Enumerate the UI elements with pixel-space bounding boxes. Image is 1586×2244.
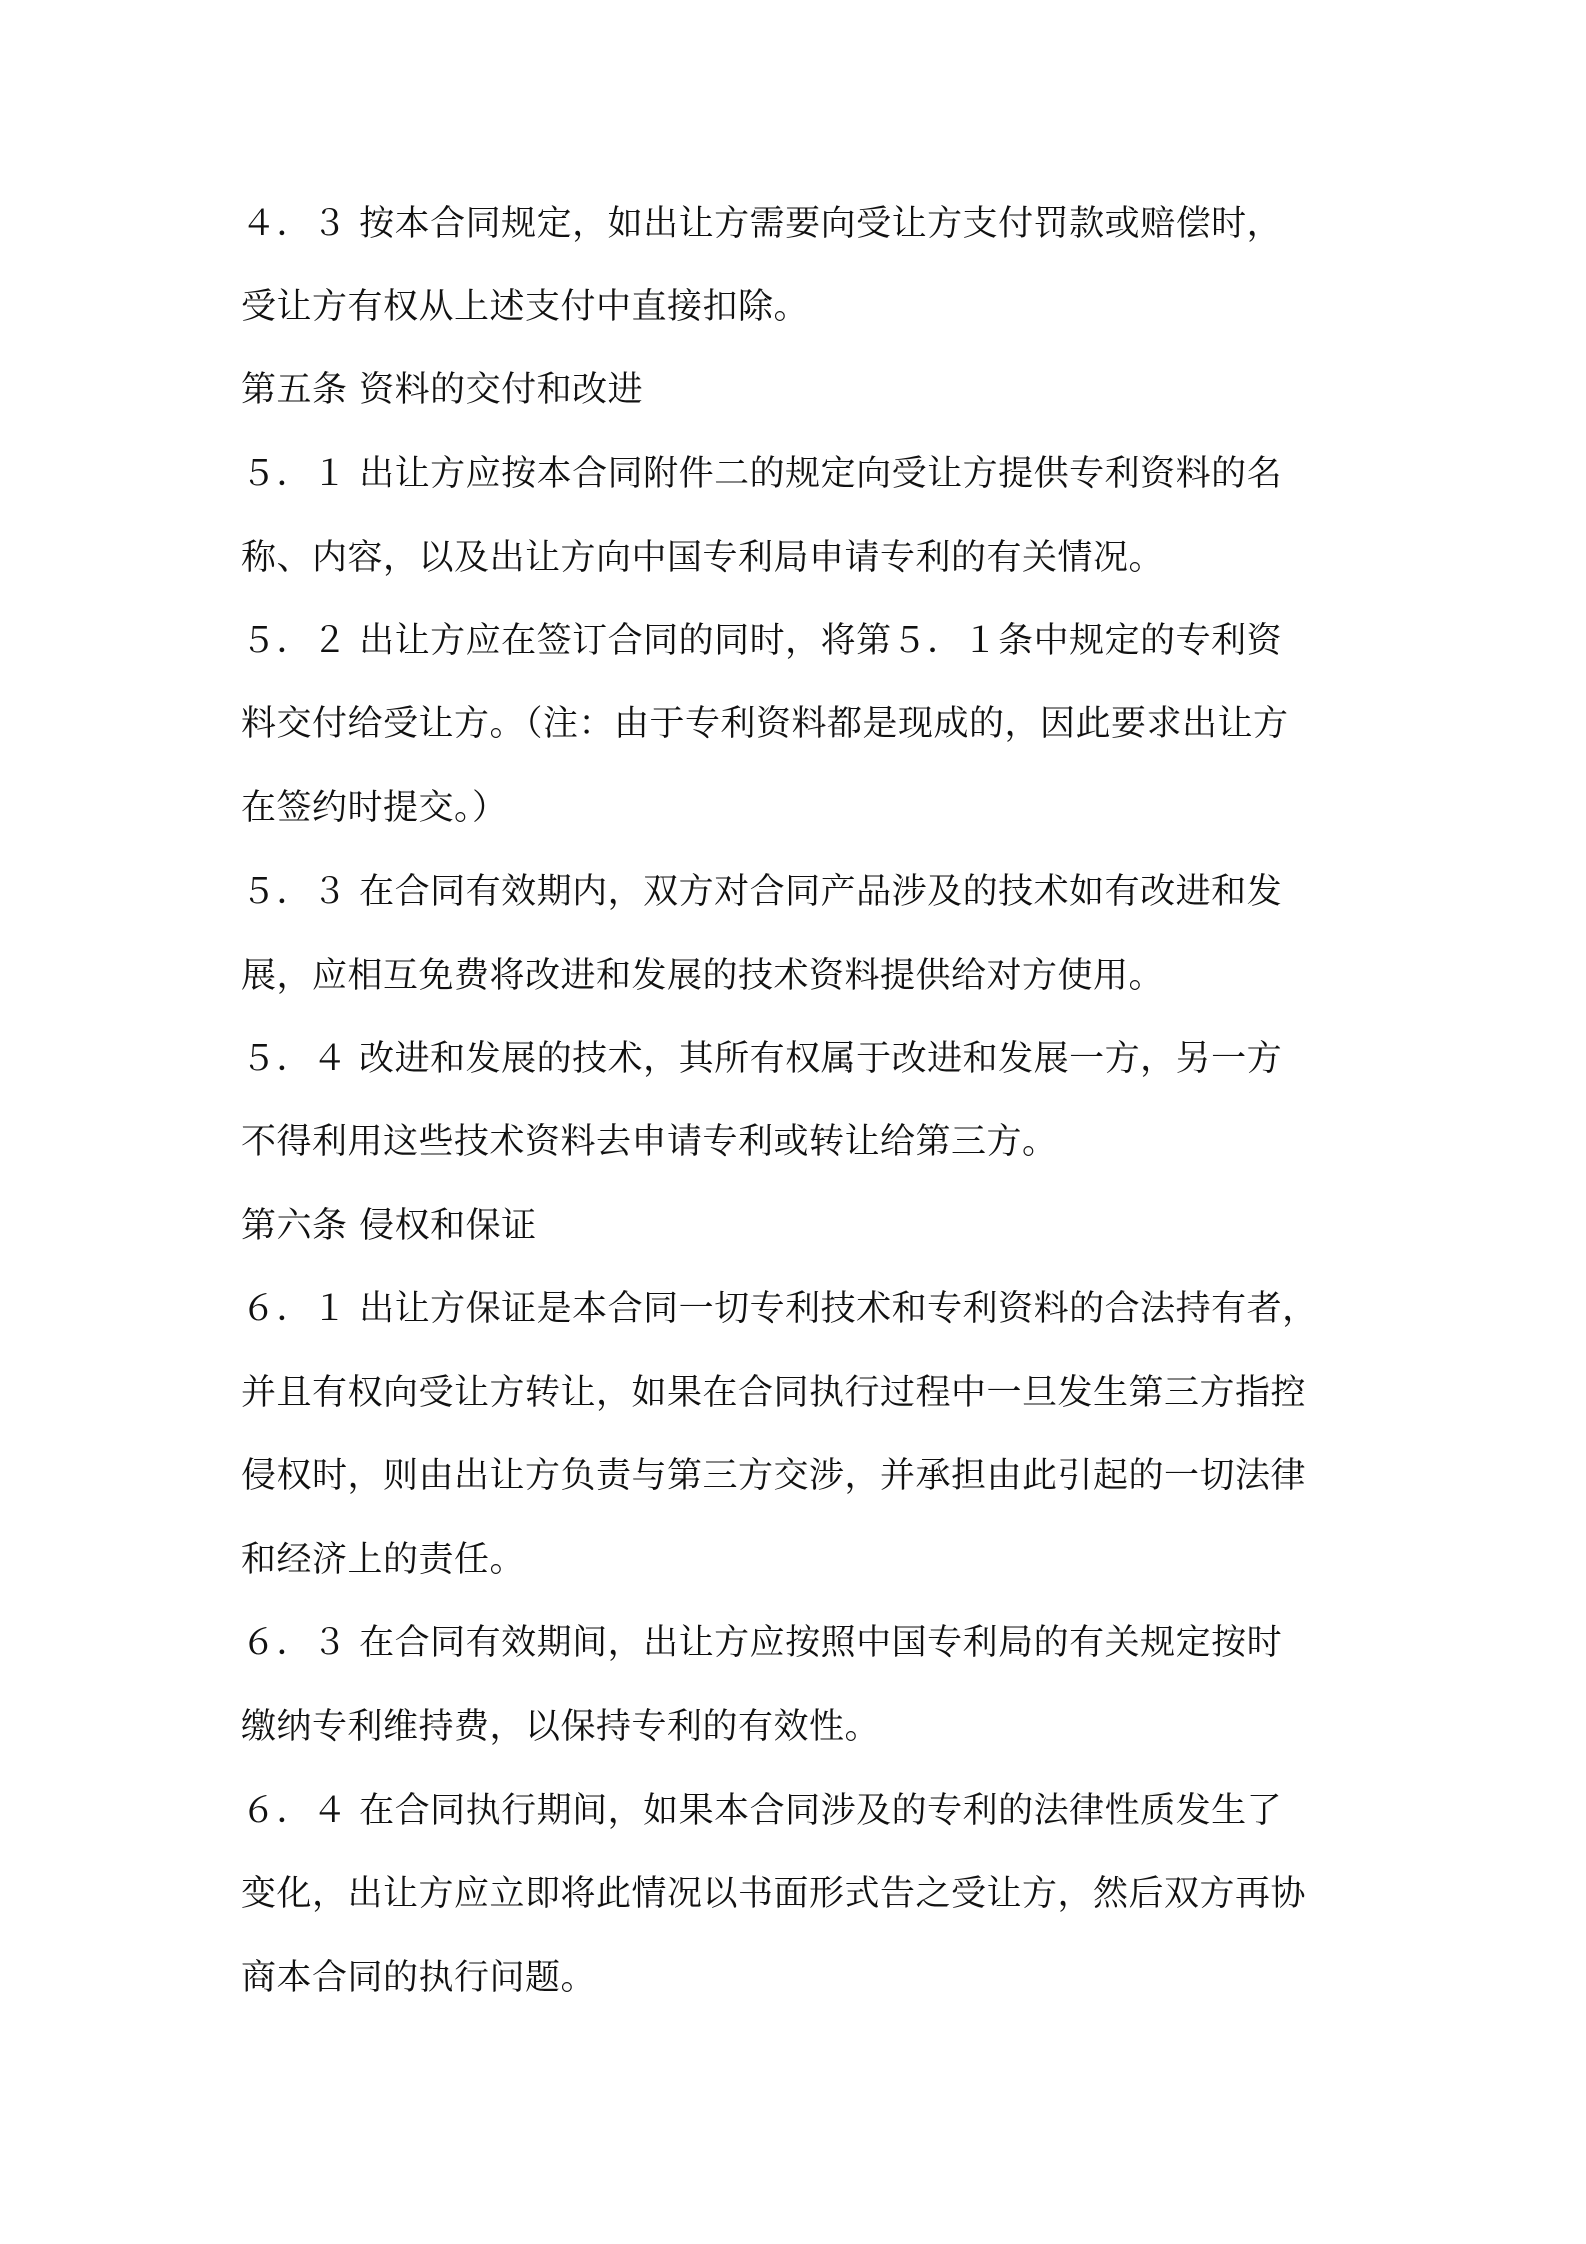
clause-5-2-line-3: 在签约时提交。） [241,788,508,828]
clause-5-1-line-2: 称、内容，以及出让方向中国专利局申请专利的有关情况。 [241,538,1165,578]
clause-4-3-line-2: 受让方有权从上述支付中直接扣除。 [241,287,810,327]
clause-6-3-line-2: 缴纳专利维持费，以保持专利的有效性。 [241,1707,881,1747]
clause-5-4-line-2: 不得利用这些技术资料去申请专利或转让给第三方。 [241,1122,1058,1162]
article-5-heading: 第五条 资料的交付和改进 [241,370,644,410]
clause-5-4-line-1: ５．４ 改进和发展的技术，其所有权属于改进和发展一方，另一方 [241,1039,1283,1079]
clause-5-2-line-2: 料交付给受让方。（注：由于专利资料都是现成的，因此要求出让方 [241,704,1289,744]
clause-6-1-line-2: 并且有权向受让方转让，如果在合同执行过程中一旦发生第三方指控 [241,1373,1307,1413]
clause-5-3-line-1: ５．３ 在合同有效期内，双方对合同产品涉及的技术如有改进和发 [241,872,1283,912]
clause-4-3-line-1: ４．３ 按本合同规定，如出让方需要向受让方支付罚款或赔偿时， [241,204,1283,244]
article-6-heading: 第六条 侵权和保证 [241,1206,537,1246]
clause-6-4-line-3: 商本合同的执行问题。 [241,1958,597,1998]
clause-5-3-line-2: 展，应相互免费将改进和发展的技术资料提供给对方使用。 [241,956,1165,996]
clause-6-4-line-2: 变化，出让方应立即将此情况以书面形式告之受让方，然后双方再协 [241,1874,1307,1914]
clause-5-2-line-1: ５．２ 出让方应在签订合同的同时，将第５．１条中规定的专利资 [241,621,1283,661]
clause-6-1-line-4: 和经济上的责任。 [241,1540,526,1580]
clause-6-1-line-3: 侵权时，则由出让方负责与第三方交涉，并承担由此引起的一切法律 [241,1456,1307,1496]
clause-6-3-line-1: ６．３ 在合同有效期间，出让方应按照中国专利局的有关规定按时 [241,1623,1283,1663]
clause-6-4-line-1: ６．４ 在合同执行期间，如果本合同涉及的专利的法律性质发生了 [241,1791,1283,1831]
clause-6-1-line-1: ６．１ 出让方保证是本合同一切专利技术和专利资料的合法持有者， [241,1289,1318,1329]
clause-5-1-line-1: ５．１ 出让方应按本合同附件二的规定向受让方提供专利资料的名 [241,454,1283,494]
